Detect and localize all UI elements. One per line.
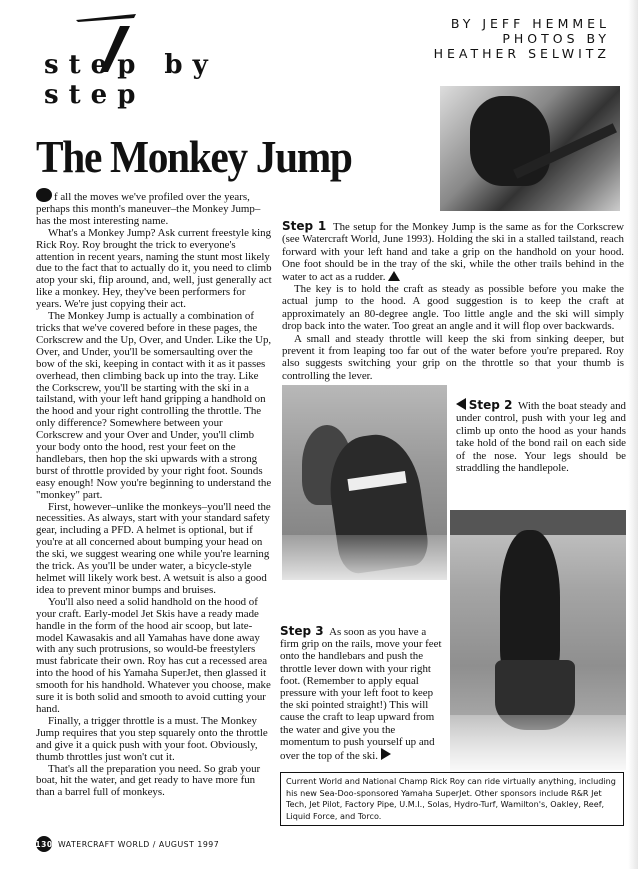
page-footer xyxy=(36,836,219,852)
step-3-block xyxy=(280,625,446,762)
step-2-heading: Step 2 xyxy=(468,398,513,412)
byline-block xyxy=(434,16,610,61)
intro-paragraph-4: First, however–unlike the monkeys–you'll need the necessities. As always, start with your standard safety gear, including a PFD. A helmet is optional, but if you're at all concerned about bumping your head on the ski, we suggest wearing one while you're learning the trick. As you'll be under water, a bicycle-style helmet will likely work best. A wetsuit is also a good idea to prevent minor bumps and bruises. xyxy=(36,500,271,596)
intro-paragraph-3: The Monkey Jump is actually a combination of tricks that we've covered before in these pages, the Corkscrew and the Up, Over, and Under. Like the Up, Over, and Under, you'll be somersaulting over the bow of the ski, keeping in contact with it as it passes overhead, then climbing back up into the tray. Like the Corkscrew, you'll be starting with the ski in a tailstand, with your left hand gripping a handhold on the hood and your right controlling the throttle. The only difference? Somewhere between your Corkscrew and your Over and Under, you'll climb your body onto the hood, rest your feet on the handlebars, then hop the ski upwards with a strong burst of throttle provided by your right foot. Sounds easy enough! Now you're beginning to understand the "monkey" part. xyxy=(36,310,272,501)
photo-climb xyxy=(450,510,626,770)
byline-photographer: HEATHER SELWITZ xyxy=(433,46,610,61)
article-title: The Monkey Jump xyxy=(36,131,352,182)
intro-paragraph-2: What's a Monkey Jump? Ask current freestyle king Rick Roy. Roy brought the trick to everyone's attention in recent years, naming the stunt most likely due to the fact that to actually do it, you need to climb atop your ski, flip around, and, well, just generally act like a monkey. Hey, they've been performers for years. We're just copying their act. xyxy=(36,226,272,311)
step-1-paragraph-1: The setup for the Monkey Jump is the same as for the Corkscrew (see Watercraft World, June 1993). Holding the ski in a stalled tailstand, reach forward with your left hand and take a grip on the handhold on your hood. One foot should be in the tray of the ski, while the other trails behind in the water to act as a rudder. xyxy=(282,221,624,283)
step-1-paragraph-3: A small and steady throttle will keep the ski from sinking deeper, but prevent it from leaping too far out of the water before you're prepared. Roy also suggests switching your grip on the throttle so that your thumb is controlling the lever. xyxy=(282,332,624,382)
arrow-right-icon xyxy=(381,748,391,760)
step-3-heading: Step 3 xyxy=(280,624,324,638)
step-2-text: With the boat steady and under control, push with your leg and climb up onto the hood as your hands take hold of the bond rail on each side of the nose. Your legs should be straddling the handlepole. xyxy=(456,400,626,475)
step-2-block xyxy=(456,398,626,474)
step-1-paragraph-2: The key is to hold the craft as steady as possible before you make the actual jump to the hood. A good suggestion is to keep the craft at approximately an 80-degree angle. Too little angle and the ski will simply drop back into the water. Too great an angle and it will flop over backwards. xyxy=(282,283,624,333)
byline-photos-label: PHOTOS BY xyxy=(502,31,610,46)
intro-paragraph-5: You'll also need a solid handhold on the hood of your craft. Early-model Jet Skis have a ready made handle in the form of the hood air scoop, but late-model Kawasakis and all Yamahas have done away with any such protrusions, so would-be freestylers must fabricate their own. Roy has cut a recessed area into the hood of his Yamaha SuperJet, then glassed it smooth for his handhold. Whatever you choose, make sure it is both solid and smooth to avoid cutting your hand. xyxy=(36,595,271,715)
section-kicker xyxy=(14,12,314,110)
step-3-text: As soon as you have a firm grip on the rails, move your feet onto the handlebars and push the throttle lever down with your right foot. (Remember to apply equal pressure with your left foot to keep the ski pointed straight!) This will cause the craft to leap upward from the water and give you the momentum to push yourself up and over the top of the ski. xyxy=(280,626,442,763)
photo-caption: Current World and National Champ Rick Roy can ride virtually anything, including his new Sea-Doo-sponsored Yamaha SuperJet. Other sponsors include R&R Jet Tech, Jet Pilot, Factory Pipe, U.M.I., Solas, Hydro-Turf, Wamilton's, Oakley, Reef, Liquid Force, and Torco. xyxy=(280,772,624,826)
intro-paragraph-1: f all the moves we've profiled over the years, perhaps this month's maneuver–the Monkey Jump– has the most interesting name. xyxy=(36,191,261,227)
intro-column xyxy=(36,188,272,799)
page-number: 130 xyxy=(36,836,52,852)
arrow-up-icon xyxy=(388,271,400,281)
kicker-text: step by step xyxy=(44,50,218,110)
photo-tailstand xyxy=(282,385,447,580)
dropcap-o-icon xyxy=(36,188,52,202)
intro-paragraph-6: Finally, a trigger throttle is a must. The Monkey Jump requires that you step squarely onto the throttle and give it a quick push with your foot. Obviously, thumb throttles just won't cut it. xyxy=(36,714,268,763)
arrow-left-icon xyxy=(456,398,466,410)
step-1-block xyxy=(282,220,624,382)
scan-edge-shadow xyxy=(628,0,638,869)
intro-paragraph-7: That's all the preparation you need. So grab your boat, hit the water, and get ready to have more fun than a barrel full of monkeys. xyxy=(36,762,261,799)
byline-author: BY JEFF HEMMEL xyxy=(450,16,610,31)
footer-publication: WATERCRAFT WORLD / AUGUST 1997 xyxy=(58,839,220,849)
step-1-heading: Step 1 xyxy=(282,219,327,233)
photo-rider-closeup xyxy=(440,86,620,211)
